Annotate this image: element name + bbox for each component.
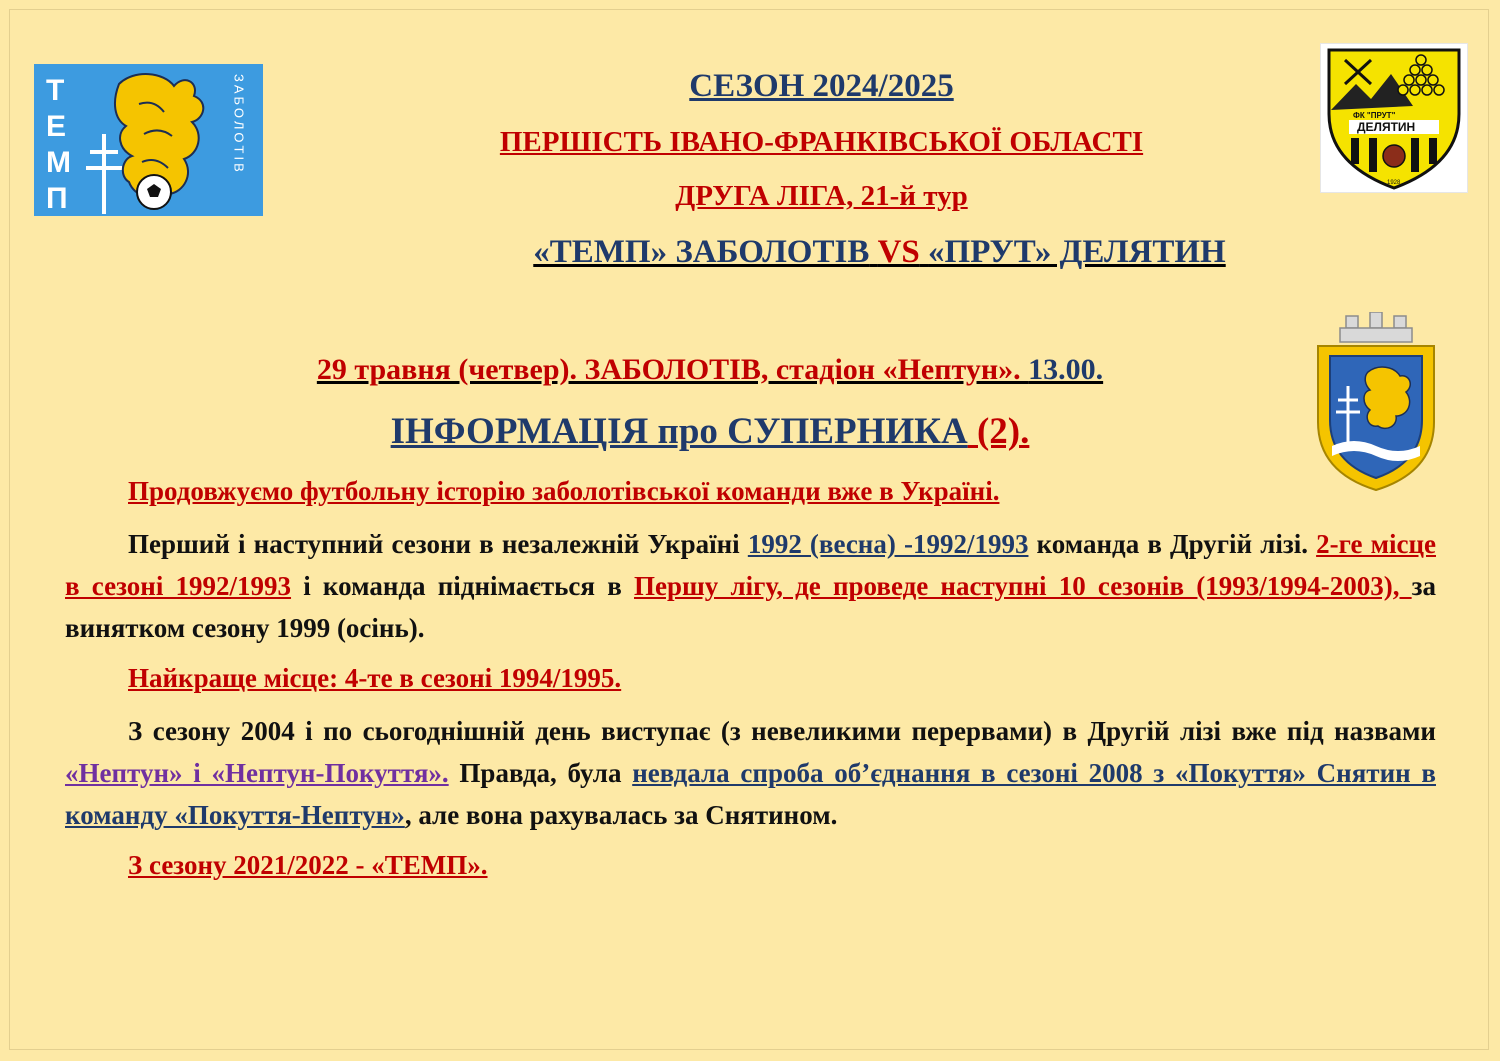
best-place-text: Найкраще місце: 4-те в сезоні 1994/1995. [128,663,622,693]
vs-label: VS [877,234,920,270]
match-date-venue: 29 травня (четвер). ЗАБОЛОТІВ, стадіон «Нептун». [316,353,1029,386]
history-first-league: Першу лігу, де проведе наступні 10 сезонів (1993/1994-2003), [634,571,1412,601]
history-second-place: 2-ге місце в сезоні 1992/1993 [65,529,1436,601]
intro-text: Продовжуємо футбольну історію заболотівської команди вже в Україні. [128,476,1000,506]
paragraph-temp [65,844,1436,886]
name-neptun: «Нептун» [65,758,183,788]
football-icon [137,175,171,209]
history-seasons-link: 1992 (весна) -1992/1993 [747,529,1029,559]
league-round: ДРУГА ЛІГА, 21-й тур [675,180,968,212]
names-text-a: З сезону 2004 і по сьогоднішній день виступає (з невеликими перервами) в Другій лізі вже під назвами [128,716,1436,746]
paragraph-names [65,710,1436,836]
match-title [200,234,1500,271]
info-title [110,410,1310,453]
prut-logo-top-text: ФК "ПРУТ" [1353,111,1396,120]
match-details [120,353,1300,387]
championship-title: ПЕРШІСТЬ ІВАНО-ФРАНКІВСЬКОЇ ОБЛАСТІ [499,126,1144,158]
home-team: «ТЕМП» ЗАБОЛОТІВ [533,234,870,270]
season-title: СЕЗОН 2024/2025 [689,68,954,104]
names-text-f: , але вона рахувалась за Снятином. [404,800,838,830]
logo-letter-2: Е [46,110,67,143]
history-text-c: команда в Другій лізі. [1028,529,1317,559]
prut-logo-name: ДЕЛЯТИН [1357,120,1416,134]
prut-club-logo [1320,43,1468,193]
history-text-g: за винятком сезону 1999 (осінь). [65,571,1436,643]
coat-of-arms-graphic [1306,312,1446,494]
prut-logo-year: 1928 [1387,180,1401,186]
logo-letter-1: Т [46,74,65,107]
town-coat-of-arms [1306,312,1446,494]
paragraph-history [65,523,1436,649]
match-time: 13.00. [1028,353,1104,386]
history-text-e: і команда піднімається в [291,571,634,601]
logo-vertical-town: ЗАБОЛОТІВ [231,74,247,175]
info-title-number: (2). [967,411,1030,452]
merger-attempt: невдала спроба об’єднання в сезоні 2008 з «Покуття» Снятин в команду «Покуття-Нептун» [65,758,1436,830]
info-title-main: ІНФОРМАЦІЯ про СУПЕРНИКА [390,411,968,452]
names-text-d: Правда, була [448,758,633,788]
paragraph-best-place [65,657,1436,699]
history-text-a: Перший і наступний сезони в незалежній Україні [128,529,748,559]
logo-letter-4: П [46,182,68,215]
name-neptun-pokuttia: і «Нептун-Покуття». [182,758,449,788]
prut-logo-graphic [1321,44,1467,192]
temp-since-text: З сезону 2021/2022 - «ТЕМП». [128,850,488,880]
away-team: «ПРУТ» ДЕЛЯТИН [928,234,1226,270]
logo-letter-3: М [46,146,71,179]
paragraph-intro [65,470,1436,512]
